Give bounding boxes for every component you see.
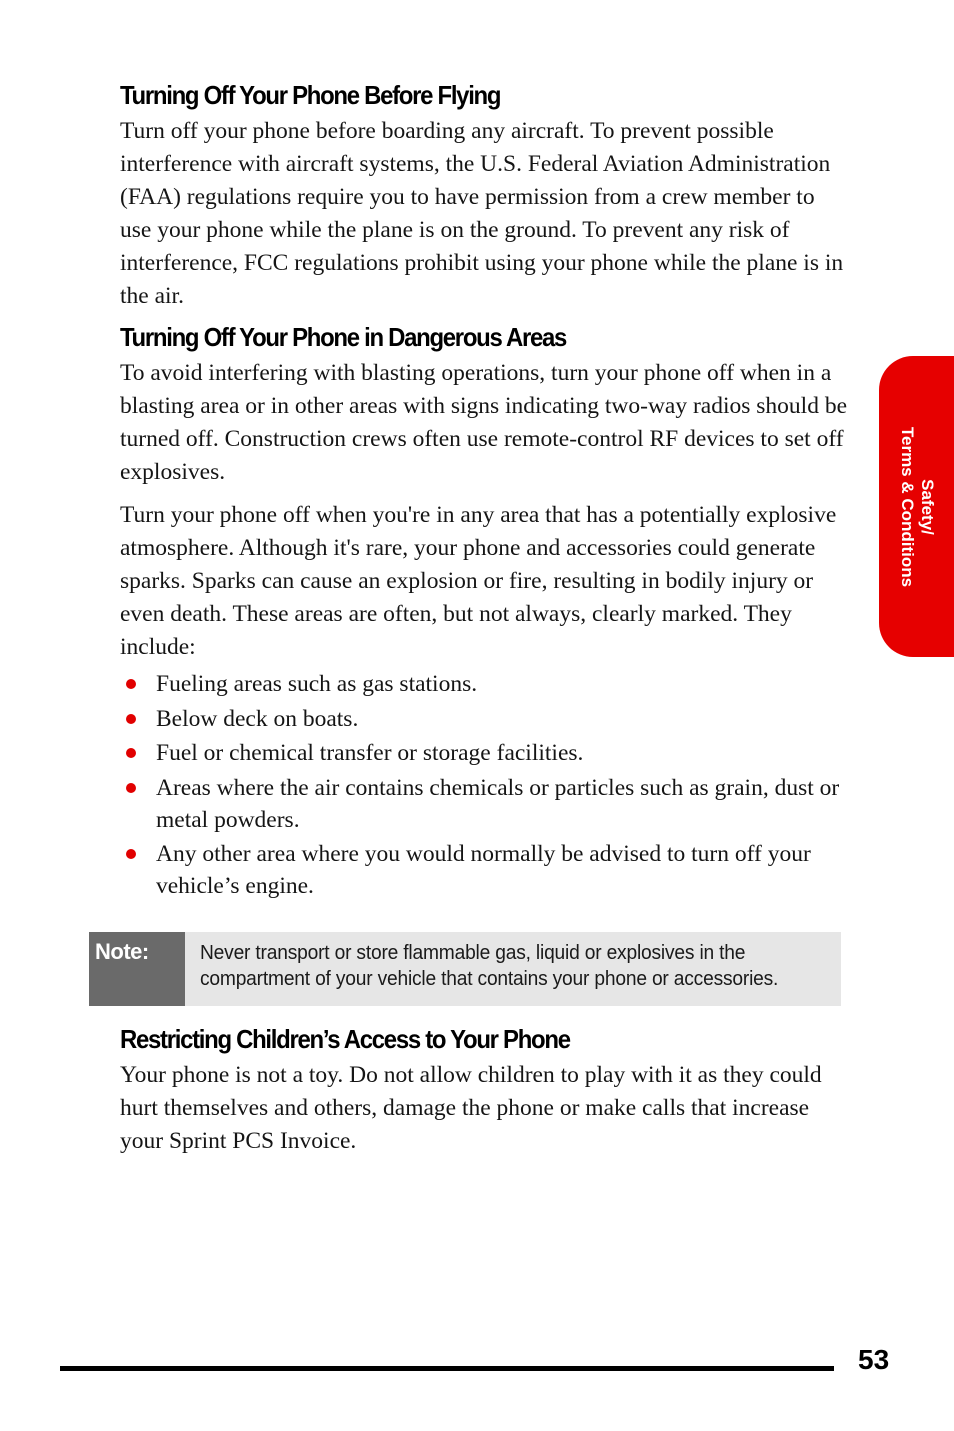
list-item-text: Areas where the air contains chemicals or particles such as grain, dust or metal powders. (156, 774, 840, 833)
section-heading-flying: Turning Off Your Phone Before Flying (120, 80, 501, 110)
footer-rule (60, 1366, 834, 1371)
bullet-dot-icon (126, 679, 136, 689)
list-item (120, 772, 848, 836)
section-heading-dangerous-areas: Turning Off Your Phone in Dangerous Areas (120, 322, 567, 352)
list-item-text: Fueling areas such as gas stations. (156, 671, 478, 697)
note-text: Never transport or store flammable gas, liquid or explosives in the compartment of your vehicle that contains your phone or accessories. (200, 942, 779, 990)
paragraph-explosive-atmosphere: Turn your phone off when you're in any area that has a potentially explosive atmosphere. Although it's rare, your phone and accessories could generate sparks. Sparks can cause an explosion or fire, resulting in bodily injury or even death. These areas are often, but not always, clearly marked. They include: (120, 502, 837, 661)
list-item (120, 838, 848, 902)
list-item (120, 703, 848, 735)
bullet-dot-icon (126, 783, 136, 793)
list-item-text: Fuel or chemical transfer or storage facilities. (156, 740, 584, 766)
note-label: Note: (89, 932, 185, 1006)
paragraph-flying: Turn off your phone before boarding any aircraft. To prevent possible interference with aircraft systems, the U.S. Federal Aviation Administration (FAA) regulations require you to have permission from a crew member to use your phone while the plane is on the ground. To prevent any risk of interference, FCC regulations prohibit using your phone while the plane is in the air. (120, 118, 844, 310)
page-number: 53 (858, 1344, 890, 1375)
bullet-dot-icon (126, 714, 136, 724)
bullet-dot-icon (126, 748, 136, 758)
bullet-dot-icon (126, 849, 136, 859)
side-tab-line-1: Safety/ (917, 478, 937, 535)
hazard-list (120, 668, 848, 905)
list-item-text: Below deck on boats. (156, 705, 359, 732)
paragraph-blasting: To avoid interfering with blasting operations, turn your phone off when in a blasting area or in other areas with signs indicating two-way radios should be turned off. Construction crews often use remote-control RF devices to set off explosives. (120, 360, 848, 486)
side-tab-label (897, 426, 937, 586)
section-heading-children: Restricting Children’s Access to Your Phone (120, 1024, 570, 1054)
note-box (89, 932, 841, 1006)
section-side-tab[interactable] (879, 356, 954, 657)
side-tab-line-2: Terms & Conditions (897, 426, 917, 587)
list-item-text: Any other area where you would normally be advised to turn off your vehicle’s engine. (156, 841, 811, 899)
list-item (120, 668, 848, 700)
paragraph-children: Your phone is not a toy. Do not allow children to play with it as they could hurt themselves and others, damage the phone or make calls that increase your Sprint PCS Invoice. (120, 1062, 822, 1155)
list-item (120, 737, 848, 769)
